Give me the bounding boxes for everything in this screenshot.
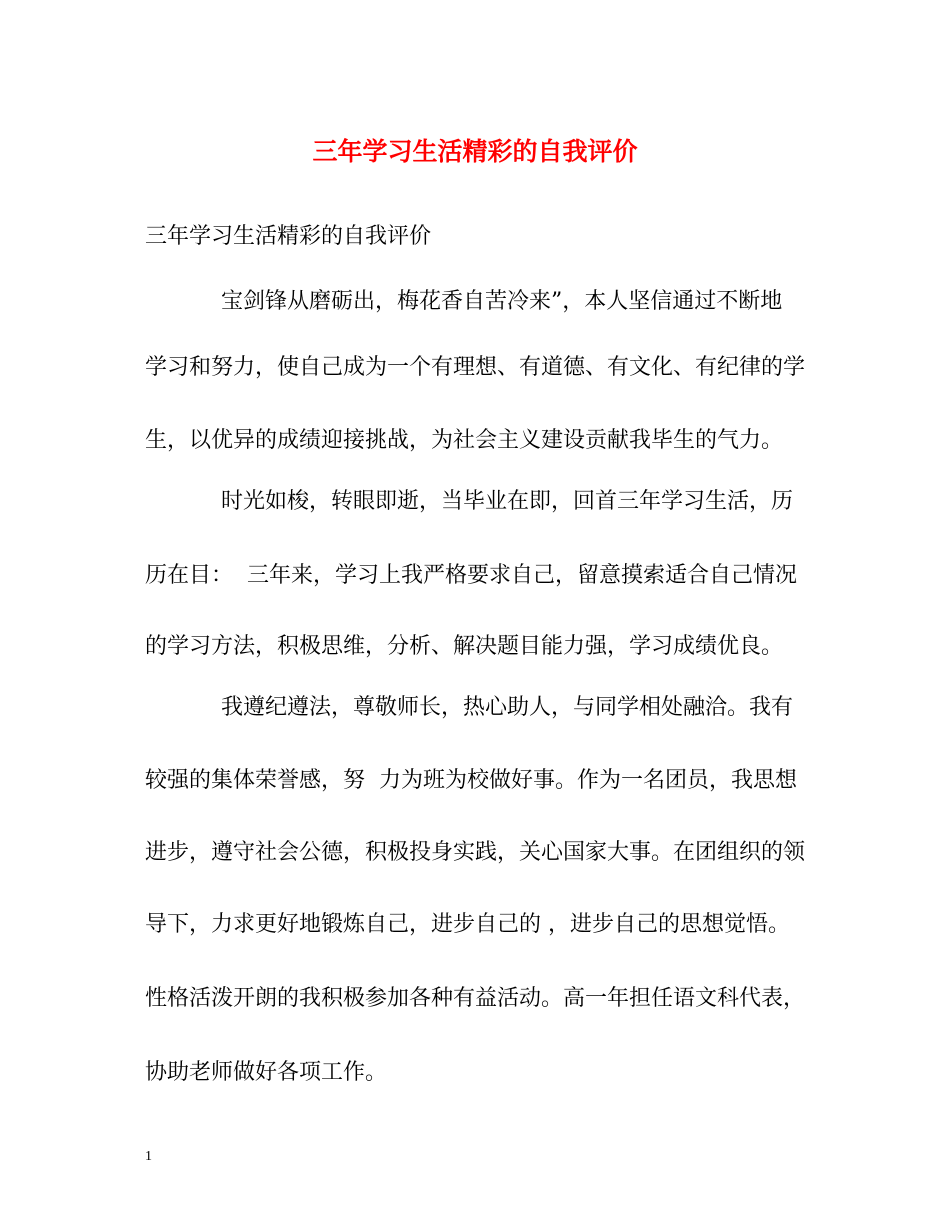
body-line: 进步，遵守社会公德，积极投身实践，关心国家大事。在团组织的领 xyxy=(145,840,806,865)
body-line: 生，以优异的成绩迎接挑战，为社会主义建设贡献我毕生的气力。 xyxy=(145,428,784,453)
page-number: 1 xyxy=(145,1149,152,1164)
body-line: 较强的集体荣誉感，努 力为班为校做好事。作为一名团员，我思想 xyxy=(145,768,797,793)
document-subtitle: 三年学习生活精彩的自我评价 xyxy=(145,224,432,249)
body-line: 性格活泼开朗的我积极参加各种有益活动。高一年担任语文科代表， xyxy=(145,986,806,1011)
body-line: 的学习方法，积极思维，分析、解决题目能力强，学习成绩优良。 xyxy=(145,634,784,659)
body-line: 学习和努力，使自己成为一个有理想、有道德、有文化、有纪律的学 xyxy=(145,355,806,380)
document-title: 三年学习生活精彩的自我评价 xyxy=(312,137,638,166)
body-line: 我遵纪遵法，尊敬师长，热心助人，与同学相处融洽。我有 xyxy=(221,695,794,720)
body-line: 宝剑锋从磨砺出，梅花香自苦冷来”，本人坚信通过不断地 xyxy=(221,289,783,314)
body-line: 历在目： 三年来，学习上我严格要求自己，留意摸索适合自己情况 xyxy=(145,563,797,588)
body-line: 协助老师做好各项工作。 xyxy=(145,1060,388,1085)
body-line: 导下，力求更好地锻炼自己，进步自己的 ，进步自己的思想觉悟。 xyxy=(145,912,790,937)
body-line: 时光如梭，转眼即逝，当毕业在即，回首三年学习生活，历 xyxy=(221,489,794,514)
